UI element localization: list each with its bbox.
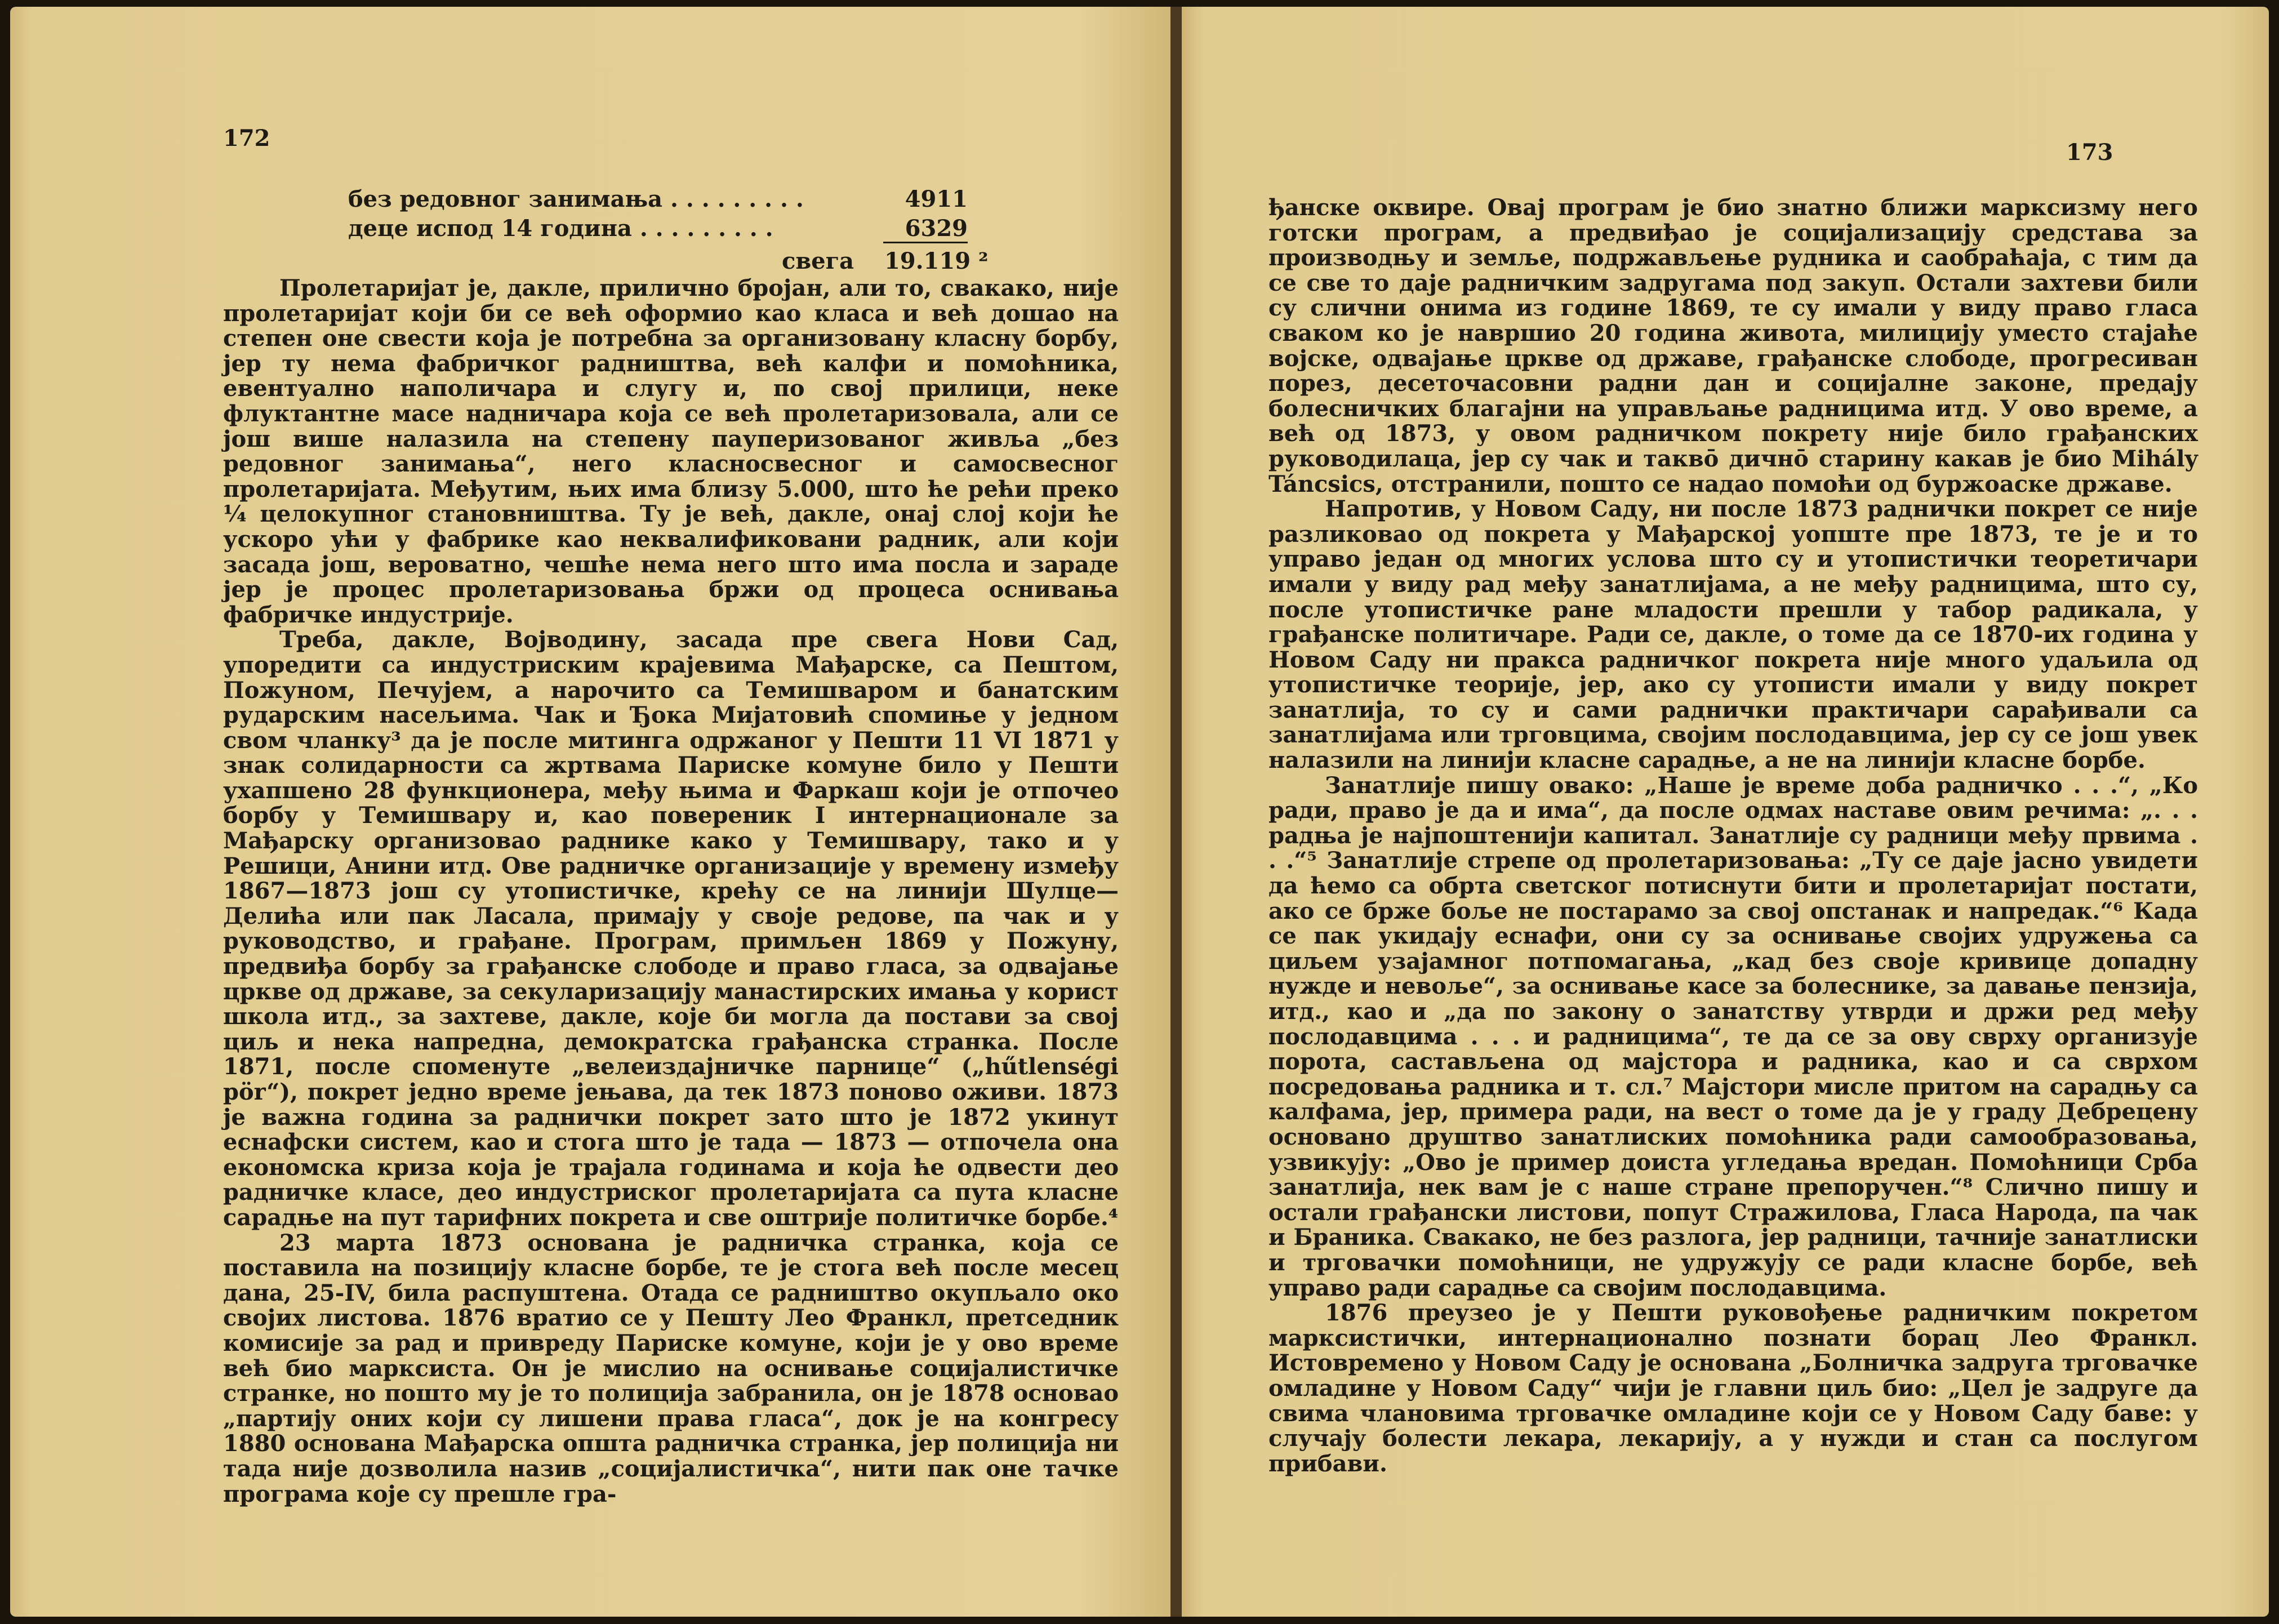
stat-total-value: 19.119 ²: [884, 248, 989, 274]
stat-total: [782, 248, 989, 274]
stat-label: без редовног занимања . . . . . . . . .: [348, 186, 804, 212]
stats-table: [348, 186, 989, 274]
stat-row: [348, 186, 968, 215]
body-text: [1268, 195, 2198, 1476]
body-text: [223, 276, 1119, 1507]
paragraph: Напротив, у Новом Саду, ни после 1873 раднички покрет се није разликовао од покрета у Мађарској уопште пре 1873, те је и то управо један од многих услова што су и утопистички теоретичари имали у виду рад међу занатлијама, а не међу радницима, што су, после утопистичке ране младости прешли у табор радикала, у грађанске политичаре. Ради се, дакле, о томе да се 1870-их година у Новом Саду ни пракса радничког покрета није много удаљила од утопистичке теорије, јер, ако су утописти имали у виду покрет занатлија, то су и сами раднички практичари сарађивали са занатлијама или трговцима, својим послодавцима, јер су се још увек налазили на линији класне сарадње, а не на линији класне борбе.: [1268, 496, 2198, 774]
stat-label: деце испод 14 година . . . . . . . . .: [348, 215, 773, 242]
stat-total-label: свега: [782, 248, 854, 274]
page-number: 173: [2066, 139, 2113, 166]
left-page: [10, 7, 1170, 1617]
book-spread: [10, 7, 2269, 1617]
paragraph: 1876 преузео је у Пешти руковођење радничким покретом марксистички, интернационално познати борац Лео Франкл. Истовремено у Новом Саду је основана „Болничка задруга трговачке омладине у Новом Саду“ чији је главни циљ био: „Цел је задруге да свима члановима трговачке омладине који се у Новом Саду баве: у случају болести лекара, лекарију, а у нужди и стан са послугом прибави.: [1268, 1300, 2198, 1477]
stat-value: 6329: [883, 215, 968, 243]
book-gutter: [1170, 7, 1182, 1617]
stat-value: 4911: [905, 186, 968, 212]
page-number: 172: [223, 125, 270, 152]
paragraph: Пролетаријат је, дакле, прилично бројан, али то, свакако, није пролетаријат који би се већ оформио као класа и већ дошао на степен оне свести која је потребна за организовану класну борбу, јер ту нема фабричког радништва, већ калфи и помоћника, евентуално наполичара и слугу и, по свој прилици, неке флуктантне масе надничара која се већ пролетаризовала, али се још више налазила на степену пауперизованог живља „без редовног занимања“, него класносвесног и самосвесног пролетаријата. Међутим, њих има близу 5.000, што ће рећи преко ¼ целокупног становништва. Ту је већ, дакле, онај слој који ће ускоро ући у фабрике као неквалификовани радник, али који засада још, вероватно, чешће нема него што има посла и зараде јер је процес пролетаризовања бржи од процеса оснивања фабричке индустрије.: [223, 275, 1119, 628]
paragraph: Занатлије пишу овако: „Наше је време доба радничко . . .“, „Ко ради, право је да и има“, да после одмах наставе овим речима: „. . . радња је најпоштенији капитал. Занатлије су радници међу првима . . .“⁵ Занатлије стрепе од пролетаризовања: „Ту се даје јасно увидети да ћемо са обрта светског потиснути бити и пролетаријат постати, ако се брже боље не постарамо за свој опстанак и напредак.“⁶ Када се пак укидају еснафи, они су за оснивање својих удружења са циљем узајамног потпомагања, „кад без своје кривице допадну нужде и невоље“, за оснивање касе за болеснике, за давање пензија, итд., као и „да по закону о занатству утврди и држи ред међу послодавцима . . . и радницима“, те да се за ову сврху организује порота, састављена од мајстора и радника, као и са сврхом посредовања радника и т. сл.⁷ Мајстори мисле притом на сарадњу са калфама, јер, примера ради, на вест о томе да је у граду Дебрецену основано друштво занатлиских помоћника ради самообразовања, узвикују: „Ово је пример доиста угледања вредан. Помоћници Срба занатлија, нек вам је с наше стране препоручен.“⁸ Слично пишу и остали грађански листови, попут Стражилова, Гласа Народа, па чак и Браника. Свакако, не без разлога, јер радници, тачније занатлиски и трговачки помоћници, не удружују се ради класне борбе, већ управо ради сарадње са својим послодавцима.: [1268, 772, 2198, 1301]
paragraph: 23 марта 1873 основана је радничка странка, која се поставила на позицију класне борбе, те је стога већ после месец дана, 25-IV, била распуштена. Отада се радништво окупљало око својих листова. 1876 вратио се у Пешту Лео Франкл, претседник комисије за рад и привреду Париске комуне, који је у ово време већ био марксиста. Он је мислио на оснивање социјалистичке странке, но пошто му је то полиција забранила, он је 1878 основао „партију оних који су лишени права гласа“, док је на конгресу 1880 основана Мађарска општа радничка странка, јер полиција ни тада није дозволила назив „социјалистичка“, нити пак оне тачке програма које су прешле гра-: [223, 1229, 1119, 1507]
paragraph: ђанске оквире. Овај програм је био знатно ближи марксизму него готски програм, а предвиђао је социјализацију средстава за производњу и земље, подржављење рудника и саобраћаја, с тим да се све то даје радничким задругама под закуп. Остали захтеви били су слични онима из године 1869, те су имали у виду право гласа сваком ко је навршио 20 година живота, милицију уместо стајаће војске, одвајање цркве од државе, грађанске слободе, прогресиван порез, десеточасовни радни дан и социјалне законе, предају болесничких благајни на управљање радницима итд. У ово време, а већ од 1873, у овом радничком покрету није било грађанских руководилаца, јер су чак и такво̄ дично̄ старину какав је био Mihály Táncsics, отстранили, пошто се надао помоћи од буржоаске државе.: [1268, 194, 2198, 497]
stat-row: [348, 215, 968, 244]
right-page: [1182, 7, 2269, 1617]
paragraph: Треба, дакле, Војводину, засада пре свега Нови Сад, упоредити са индустриским крајевима Мађарске, са Пештом, Пожуном, Печујем, а нарочито са Темишваром и банатским рударским насељима. Чак и Ђока Мијатовић спомиње у једном свом чланку³ да је после митинга одржаног у Пешти 11 VI 1871 у знак солидарности са жртвама Париске комуне било у Пешти ухапшено 28 функционера, међу њима и Фаркаш који је отпочео борбу у Темишвару и, као повереник I интернационале за Мађарску организовао раднике како у Темишвару, тако и у Решици, Анини итд. Ове радничке организације у времену између 1867—1873 још су утопистичке, крећу се на линији Шулце—Делића или пак Ласала, примају у своје редове, па чак и у руководство, и грађане. Програм, примљен 1869 у Пожуну, предвиђа борбу за грађанске слободе и право гласа, за одвајање цркве од државе, за секуларизацију манастирских имања у корист школа итд., за захтеве, дакле, које би могла да постави за свој циљ и нека напредна, демократска грађанска странка. После 1871, после споменуте „велеиздајничке парнице“ („hűtlenségi pör“), покрет једно време јењава, да тек 1873 поново оживи. 1873 је важна година за раднички покрет зато што је 1872 укинут еснафски систем, као и стога што је тада — 1873 — отпочела она економска криза која је трајала годинама и која ће одвести део радничке класе, део индустриског пролетаријата са пута класне сарадње на пут тарифних покрета и све оштрије политичке борбе.⁴: [223, 626, 1119, 1231]
